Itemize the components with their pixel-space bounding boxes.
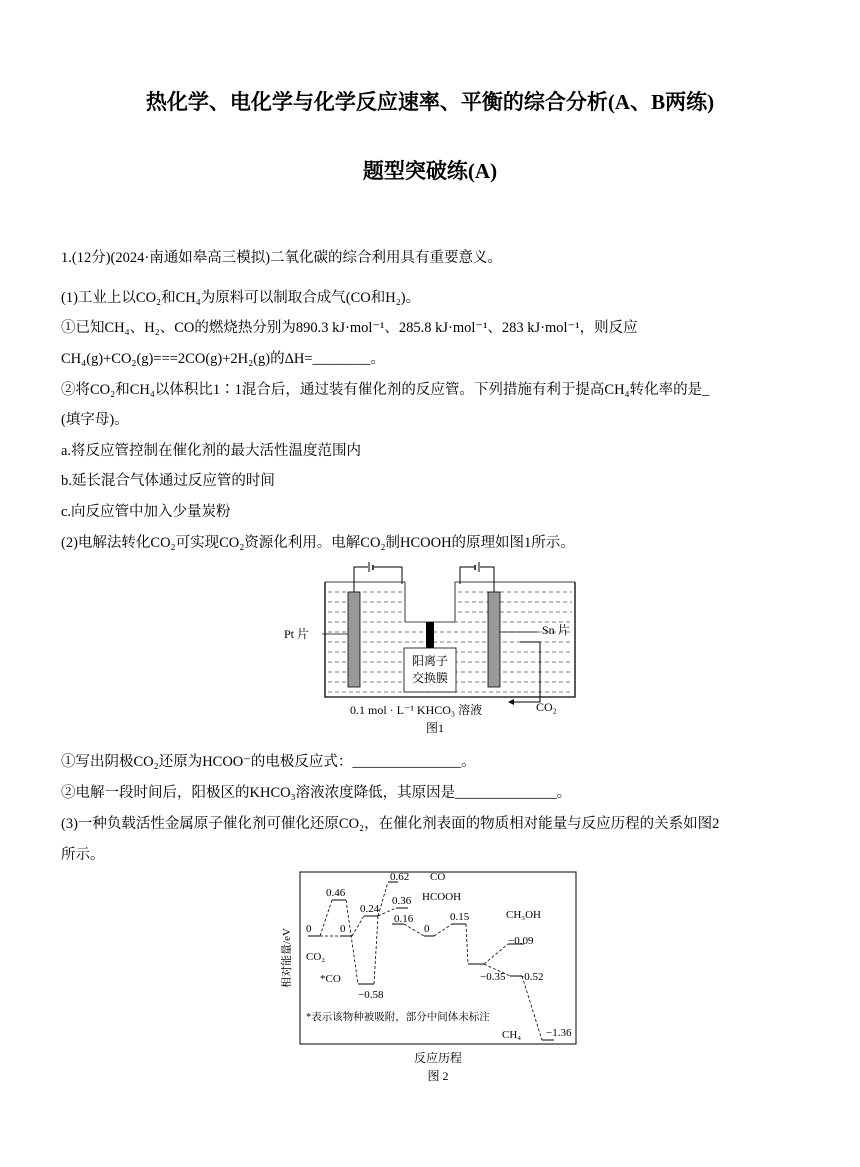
label-v024: 0.24 — [360, 903, 380, 915]
label-v035: −0.35 — [480, 971, 506, 983]
part1-q1-line1: ①已知CH₄、H₂、CO的燃烧热分别为890.3 kJ·mol⁻¹、285.8 kJ·mol⁻¹、283 kJ·mol⁻¹，则反应 — [61, 320, 638, 336]
part1-q2-line2: (填字母)。 — [61, 412, 129, 428]
label-co2: CO₂ — [306, 951, 326, 963]
label-v015: 0.15 — [450, 911, 470, 923]
figure-1-caption: 图1 — [425, 721, 445, 735]
label-v136: −1.36 — [546, 1027, 572, 1039]
label-v062: 0.62 — [390, 871, 410, 883]
label-v016: 0.16 — [394, 913, 414, 925]
part2-intro: (2)电解法转化CO₂可实现CO₂资源化利用。电解CO₂制HCOOH的原理如图1所示。 — [61, 535, 575, 551]
part2-q1: ①写出阴极CO₂还原为HCOO⁻的电极反应式：_______________。 — [61, 754, 476, 770]
label-v036: 0.36 — [392, 895, 412, 907]
label-v046: 0.46 — [326, 887, 346, 899]
part1-q2-line1: ②将CO₂和CH₄以体积比1∶1混合后，通过装有催化剂的反应管。下列措施有利于提高CH₄转化率的是_ — [61, 382, 710, 398]
label-hcooh: HCOOH — [422, 891, 462, 903]
y-axis-label: 相对能量/eV — [281, 928, 293, 988]
option-b: b.延长混合气体通过反应管的时间 — [61, 473, 275, 489]
part2-q2: ②电解一段时间后，阳极区的KHCO₃溶液浓度降低，其原因是______________。 — [61, 785, 572, 801]
question-header: 1.(12分)(2024·南通如皋高三模拟)二氧化碳的综合利用具有重要意义。 — [61, 250, 503, 266]
part3-line1: (3)一种负载活性金属原子催化剂可催化还原CO₂，在催化剂表面的物质相对能量与反应历程的关系如图2 — [61, 816, 720, 832]
label-star-co: *CO — [320, 973, 341, 985]
option-c: c.向反应管中加入少量炭粉 — [61, 504, 231, 520]
part1-q1-line2: CH₄(g)+CO₂(g)===2CO(g)+2H₂(g)的ΔH=________。 — [61, 351, 386, 367]
label-v052: −0.52 — [518, 971, 544, 983]
label-ch4: CH₄ — [502, 1029, 522, 1041]
main-title: 热化学、电化学与化学反应速率、平衡的综合分析(A、B两练) — [145, 90, 715, 114]
figure-2-energy-profile — [280, 868, 580, 1086]
membrane-label-1: 阳离子 — [411, 654, 449, 668]
x-axis-label: 反应历程 — [413, 1051, 463, 1065]
sn-label: Sn 片 — [542, 623, 570, 637]
figure-2-note: *表示该物种被吸附，部分中间体未标注 — [306, 1012, 490, 1023]
label-v0a: 0 — [306, 923, 312, 935]
label-v0c: 0 — [424, 923, 430, 935]
sub-title: 题型突破练(A) — [362, 159, 498, 183]
pt-label: Pt 片 — [284, 627, 310, 641]
option-a: a.将反应管控制在催化剂的最大活性温度范围内 — [61, 443, 362, 459]
solution-label: 0.1 mol · L⁻¹ KHCO₃ 溶液 — [350, 703, 483, 717]
label-co: CO — [430, 871, 446, 883]
label-ch3oh: CH₃OH — [506, 909, 542, 921]
figure-2-caption: 图 2 — [427, 1069, 449, 1083]
label-v009: −0.09 — [508, 935, 534, 947]
part1-intro: (1)工业上以CO₂和CH₄为原料可以制取合成气(CO和H₂)。 — [61, 290, 421, 306]
co2-inlet-label: CO₂ — [536, 700, 557, 714]
label-v0b: 0 — [340, 923, 346, 935]
part3-line2: 所示。 — [61, 847, 105, 863]
label-v058: −0.58 — [358, 989, 384, 1001]
membrane-label-2: 交换膜 — [411, 671, 449, 685]
figure-1-electrolysis-cell — [270, 562, 600, 738]
